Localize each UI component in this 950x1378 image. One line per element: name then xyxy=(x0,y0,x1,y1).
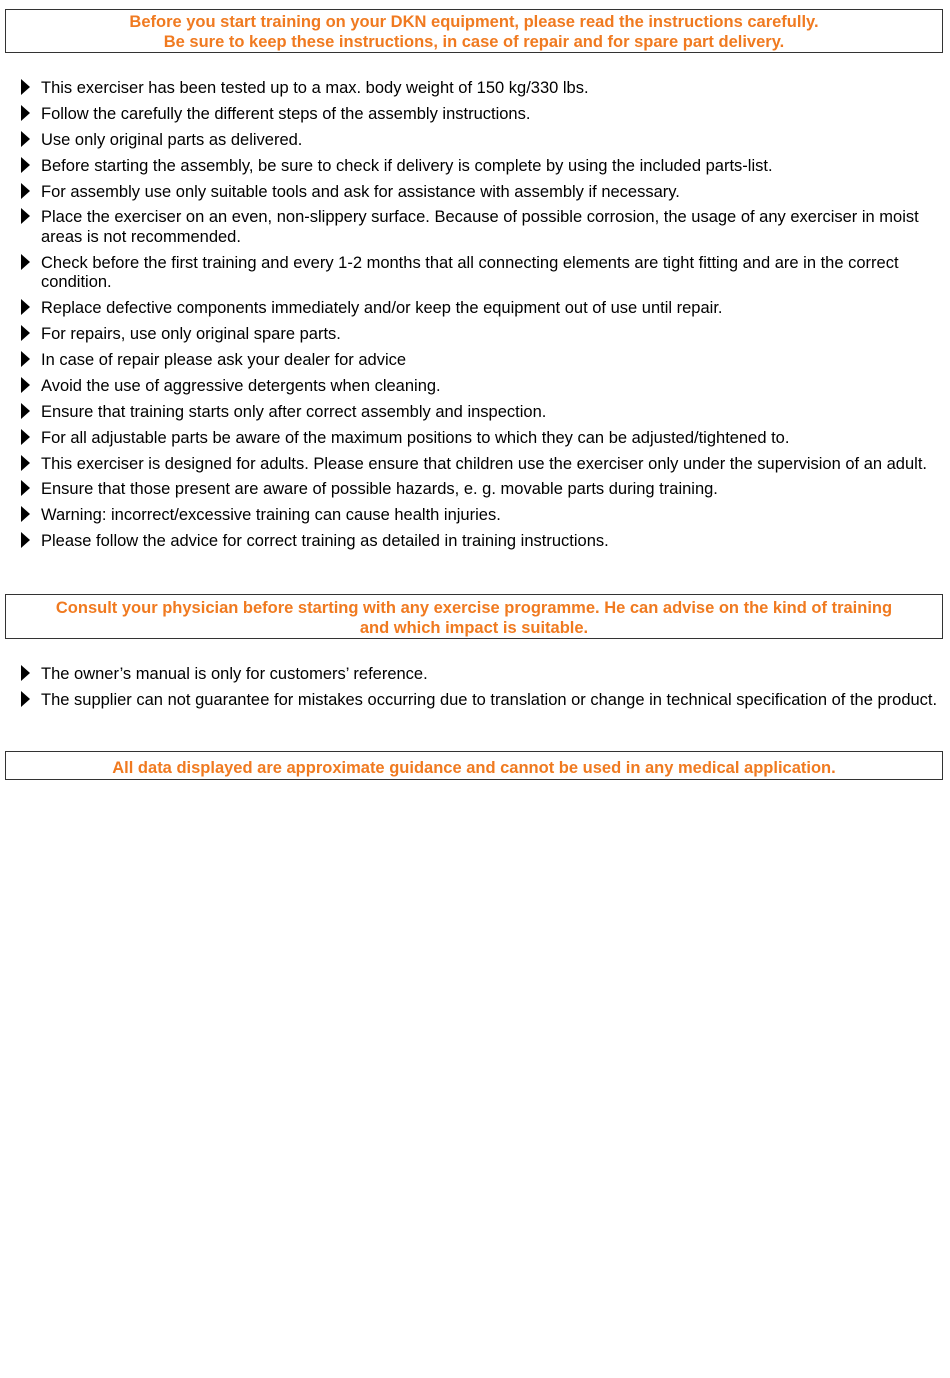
list-item: Follow the carefully the different steps of the assembly instructions. xyxy=(0,105,950,125)
list-item: Replace defective components immediately and/or keep the equipment out of use until repair. xyxy=(0,299,950,319)
list-item: Place the exerciser on an even, non-slippery surface. Because of possible corrosion, the usage of any exerciser in moist areas is not recommended. xyxy=(0,208,950,247)
arrow-bullet-icon xyxy=(21,131,30,147)
list-item: The owner’s manual is only for customers’ reference. xyxy=(0,665,950,685)
arrow-bullet-icon xyxy=(21,455,30,471)
header-notice-box xyxy=(5,9,943,53)
arrow-bullet-icon xyxy=(21,506,30,522)
list-item: Before starting the assembly, be sure to check if delivery is complete by using the included parts-list. xyxy=(0,157,950,177)
physician-notice-line-1: Consult your physician before starting with any exercise programme. He can advise on the kind of training xyxy=(55,599,893,617)
safety-instructions-list xyxy=(0,79,950,558)
list-item: For all adjustable parts be aware of the maximum positions to which they can be adjusted/tightened to. xyxy=(0,429,950,449)
arrow-bullet-icon xyxy=(21,480,30,496)
list-item: Use only original parts as delivered. xyxy=(0,131,950,151)
arrow-bullet-icon xyxy=(21,377,30,393)
disclaimer-list xyxy=(0,665,950,717)
arrow-bullet-icon xyxy=(21,351,30,367)
list-item: For repairs, use only original spare parts. xyxy=(0,325,950,345)
arrow-bullet-icon xyxy=(21,208,30,224)
data-notice-text: All data displayed are approximate guidance and cannot be used in any medical application. xyxy=(112,759,836,777)
data-notice-box xyxy=(5,751,943,780)
list-item: Check before the first training and every 1-2 months that all connecting elements are tight fitting and are in the correct condition. xyxy=(0,254,950,293)
physician-notice-line-2: and which impact is suitable. xyxy=(359,619,589,637)
list-item: Please follow the advice for correct training as detailed in training instructions. xyxy=(0,532,950,552)
list-item: The supplier can not guarantee for mistakes occurring due to translation or change in technical specification of the product. xyxy=(0,691,950,711)
arrow-bullet-icon xyxy=(21,105,30,121)
list-item: This exerciser has been tested up to a max. body weight of 150 kg/330 lbs. xyxy=(0,79,950,99)
arrow-bullet-icon xyxy=(21,183,30,199)
list-item: This exerciser is designed for adults. Please ensure that children use the exerciser only under the supervision of an adult. xyxy=(0,455,950,475)
list-item: For assembly use only suitable tools and ask for assistance with assembly if necessary. xyxy=(0,183,950,203)
list-item: Ensure that those present are aware of possible hazards, e. g. movable parts during training. xyxy=(0,480,950,500)
list-item: In case of repair please ask your dealer for advice xyxy=(0,351,950,371)
arrow-bullet-icon xyxy=(21,691,30,707)
arrow-bullet-icon xyxy=(21,325,30,341)
arrow-bullet-icon xyxy=(21,299,30,315)
arrow-bullet-icon xyxy=(21,254,30,270)
arrow-bullet-icon xyxy=(21,532,30,548)
arrow-bullet-icon xyxy=(21,429,30,445)
physician-notice-box xyxy=(5,594,943,639)
header-notice-line-1: Before you start training on your DKN equipment, please read the instructions carefully. xyxy=(129,13,819,31)
list-item: Warning: incorrect/excessive training can cause health injuries. xyxy=(0,506,950,526)
arrow-bullet-icon xyxy=(21,665,30,681)
arrow-bullet-icon xyxy=(21,403,30,419)
header-notice-line-2: Be sure to keep these instructions, in case of repair and for spare part delivery. xyxy=(163,33,785,51)
arrow-bullet-icon xyxy=(21,79,30,95)
list-item: Avoid the use of aggressive detergents when cleaning. xyxy=(0,377,950,397)
arrow-bullet-icon xyxy=(21,157,30,173)
list-item: Ensure that training starts only after correct assembly and inspection. xyxy=(0,403,950,423)
